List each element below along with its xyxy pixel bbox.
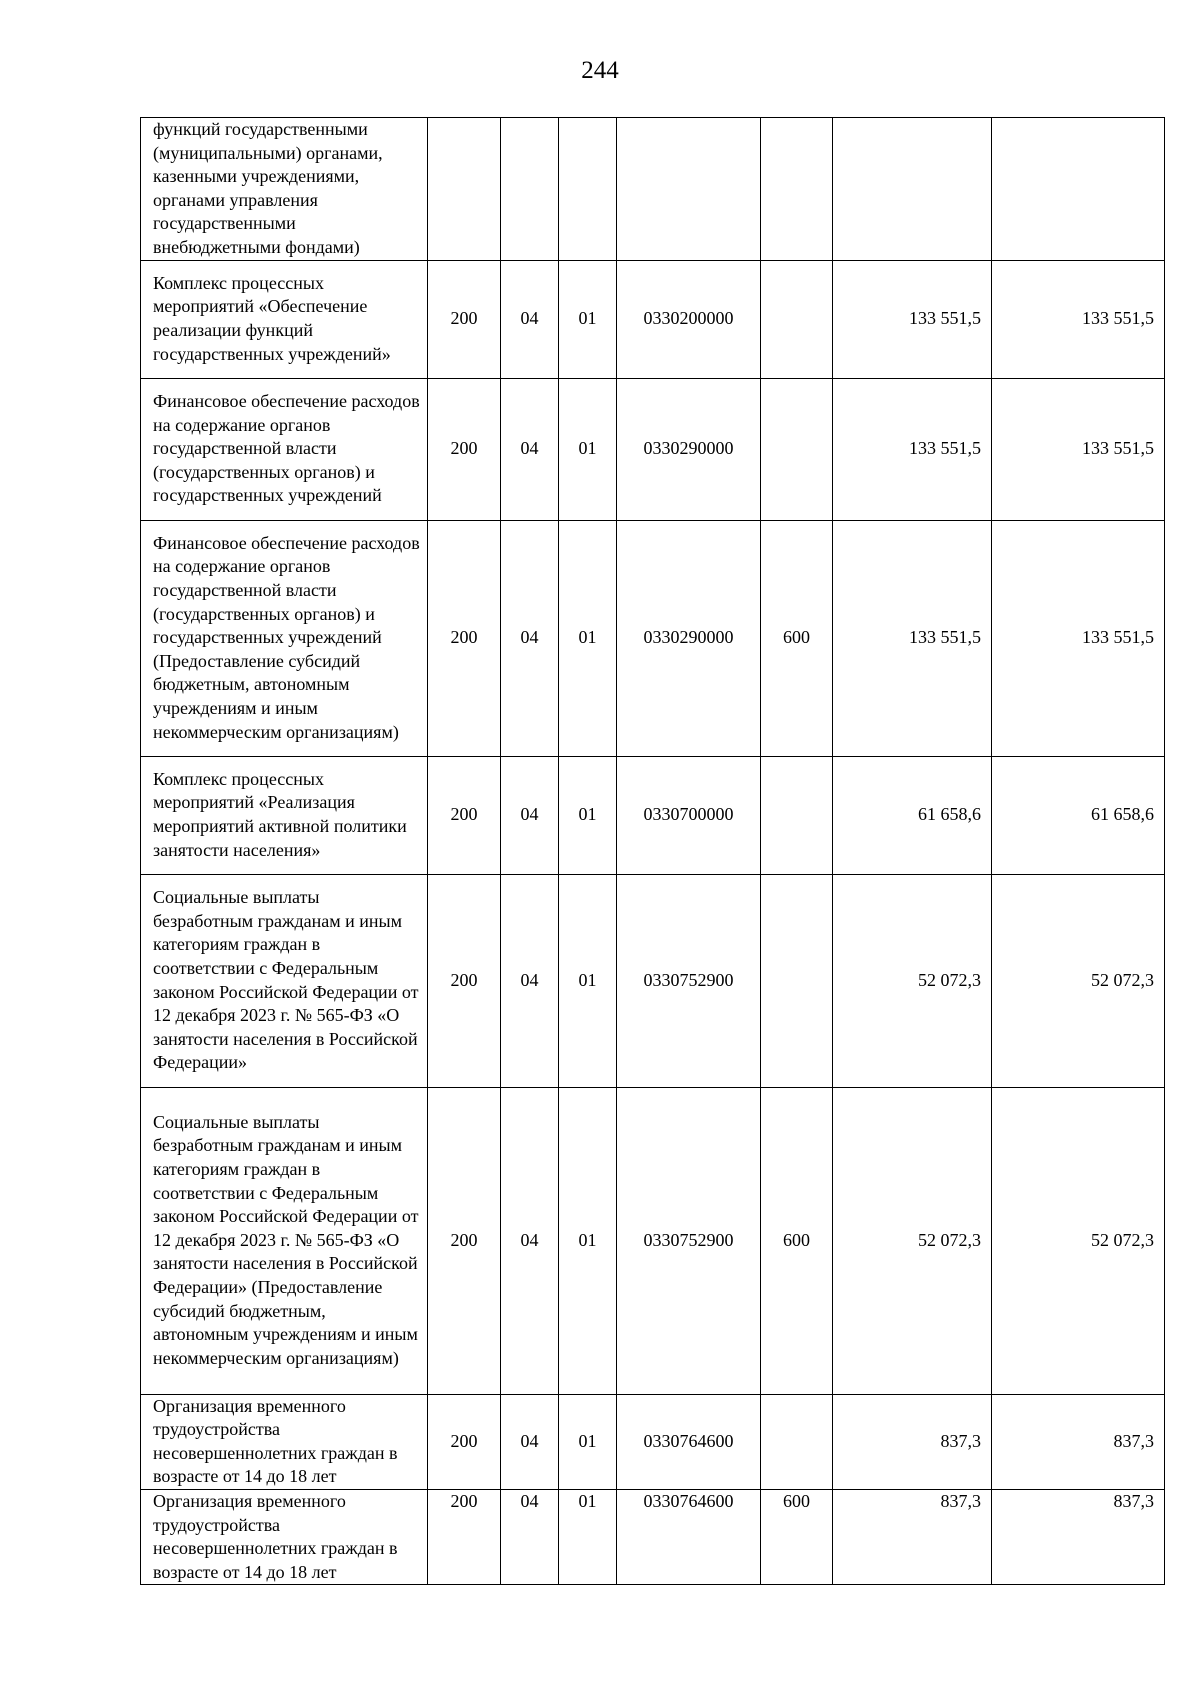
row-expense-type: 600 [761,1489,833,1584]
row-name: Социальные выплаты безработным гражданам и иным категориям граждан в соответствии с Федеральным законом Российской Федерации от 12 декабря 2023 г. № 565-ФЗ «О занятости населения в Российской Федерации» [141,874,428,1087]
row-name: Комплекс процессных мероприятий «Обеспечение реализации функций государственных учреждений» [141,260,428,378]
table-row [141,756,1165,874]
row-target-article: 0330764600 [617,1394,761,1489]
row-admin-code: 200 [428,520,501,756]
row-admin-code: 200 [428,378,501,520]
row-subsection: 01 [559,1087,617,1394]
table-row [141,118,1165,261]
row-sum-2: 133 551,5 [992,378,1165,520]
table-row [141,520,1165,756]
row-target-article: 0330200000 [617,260,761,378]
table-row [141,378,1165,520]
row-sum-2: 133 551,5 [992,520,1165,756]
row-section [501,118,559,261]
row-subsection: 01 [559,1489,617,1584]
row-sum-1: 133 551,5 [833,520,992,756]
row-subsection: 01 [559,520,617,756]
row-admin-code: 200 [428,756,501,874]
row-target-article [617,118,761,261]
row-sum-2: 52 072,3 [992,874,1165,1087]
row-section: 04 [501,756,559,874]
row-expense-type [761,378,833,520]
row-target-article: 0330764600 [617,1489,761,1584]
row-expense-type [761,756,833,874]
row-sum-1 [833,118,992,261]
row-name: Финансовое обеспечение расходов на содержание органов государственной власти (государственных органов) и государственных учреждений (Предоставление субсидий бюджетным, автономным учреждениям и иным некоммерческим организациям) [141,520,428,756]
row-target-article: 0330752900 [617,874,761,1087]
page-number: 244 [581,57,619,84]
row-section: 04 [501,874,559,1087]
row-subsection: 01 [559,756,617,874]
row-admin-code [428,118,501,261]
row-name: Финансовое обеспечение расходов на содержание органов государственной власти (государственных органов) и государственных учреждений [141,378,428,520]
row-subsection: 01 [559,378,617,520]
table-row [141,1394,1165,1489]
budget-table [140,117,1165,1585]
row-section: 04 [501,1489,559,1584]
table-row [141,1087,1165,1394]
row-target-article: 0330290000 [617,520,761,756]
row-sum-1: 133 551,5 [833,260,992,378]
row-name: Организация временного трудоустройства несовершеннолетних граждан в возрасте от 14 до 18 лет [141,1394,428,1489]
row-section: 04 [501,1394,559,1489]
row-sum-1: 837,3 [833,1489,992,1584]
row-sum-2 [992,118,1165,261]
row-expense-type [761,874,833,1087]
row-name: Комплекс процессных мероприятий «Реализация мероприятий активной политики занятости населения» [141,756,428,874]
table-row [141,1489,1165,1584]
row-target-article: 0330752900 [617,1087,761,1394]
row-sum-2: 133 551,5 [992,260,1165,378]
row-name: функций государственными (муниципальными) органами, казенными учреждениями, органами управления государственными внебюджетными фондами) [141,118,428,261]
row-section: 04 [501,378,559,520]
row-admin-code: 200 [428,260,501,378]
table-row [141,874,1165,1087]
row-sum-2: 837,3 [992,1489,1165,1584]
row-name: Социальные выплаты безработным гражданам и иным категориям граждан в соответствии с Федеральным законом Российской Федерации от 12 декабря 2023 г. № 565-ФЗ «О занятости населения в Российской Федерации» (Предоставление субсидий бюджетным, автономным учреждениям и иным некоммерческим организациям) [141,1087,428,1394]
table-row [141,260,1165,378]
row-subsection: 01 [559,1394,617,1489]
row-sum-1: 52 072,3 [833,874,992,1087]
row-target-article: 0330700000 [617,756,761,874]
row-sum-1: 52 072,3 [833,1087,992,1394]
row-section: 04 [501,520,559,756]
row-sum-2: 837,3 [992,1394,1165,1489]
row-admin-code: 200 [428,1394,501,1489]
row-subsection [559,118,617,261]
row-subsection: 01 [559,874,617,1087]
row-sum-1: 133 551,5 [833,378,992,520]
row-sum-2: 61 658,6 [992,756,1165,874]
row-sum-1: 837,3 [833,1394,992,1489]
row-admin-code: 200 [428,1087,501,1394]
row-sum-2: 52 072,3 [992,1087,1165,1394]
row-admin-code: 200 [428,874,501,1087]
row-name: Организация временного трудоустройства несовершеннолетних граждан в возрасте от 14 до 18 лет [141,1489,428,1584]
row-expense-type [761,260,833,378]
row-expense-type: 600 [761,520,833,756]
row-section: 04 [501,1087,559,1394]
row-expense-type [761,118,833,261]
row-section: 04 [501,260,559,378]
row-target-article: 0330290000 [617,378,761,520]
row-expense-type: 600 [761,1087,833,1394]
row-sum-1: 61 658,6 [833,756,992,874]
row-expense-type [761,1394,833,1489]
row-admin-code: 200 [428,1489,501,1584]
row-subsection: 01 [559,260,617,378]
